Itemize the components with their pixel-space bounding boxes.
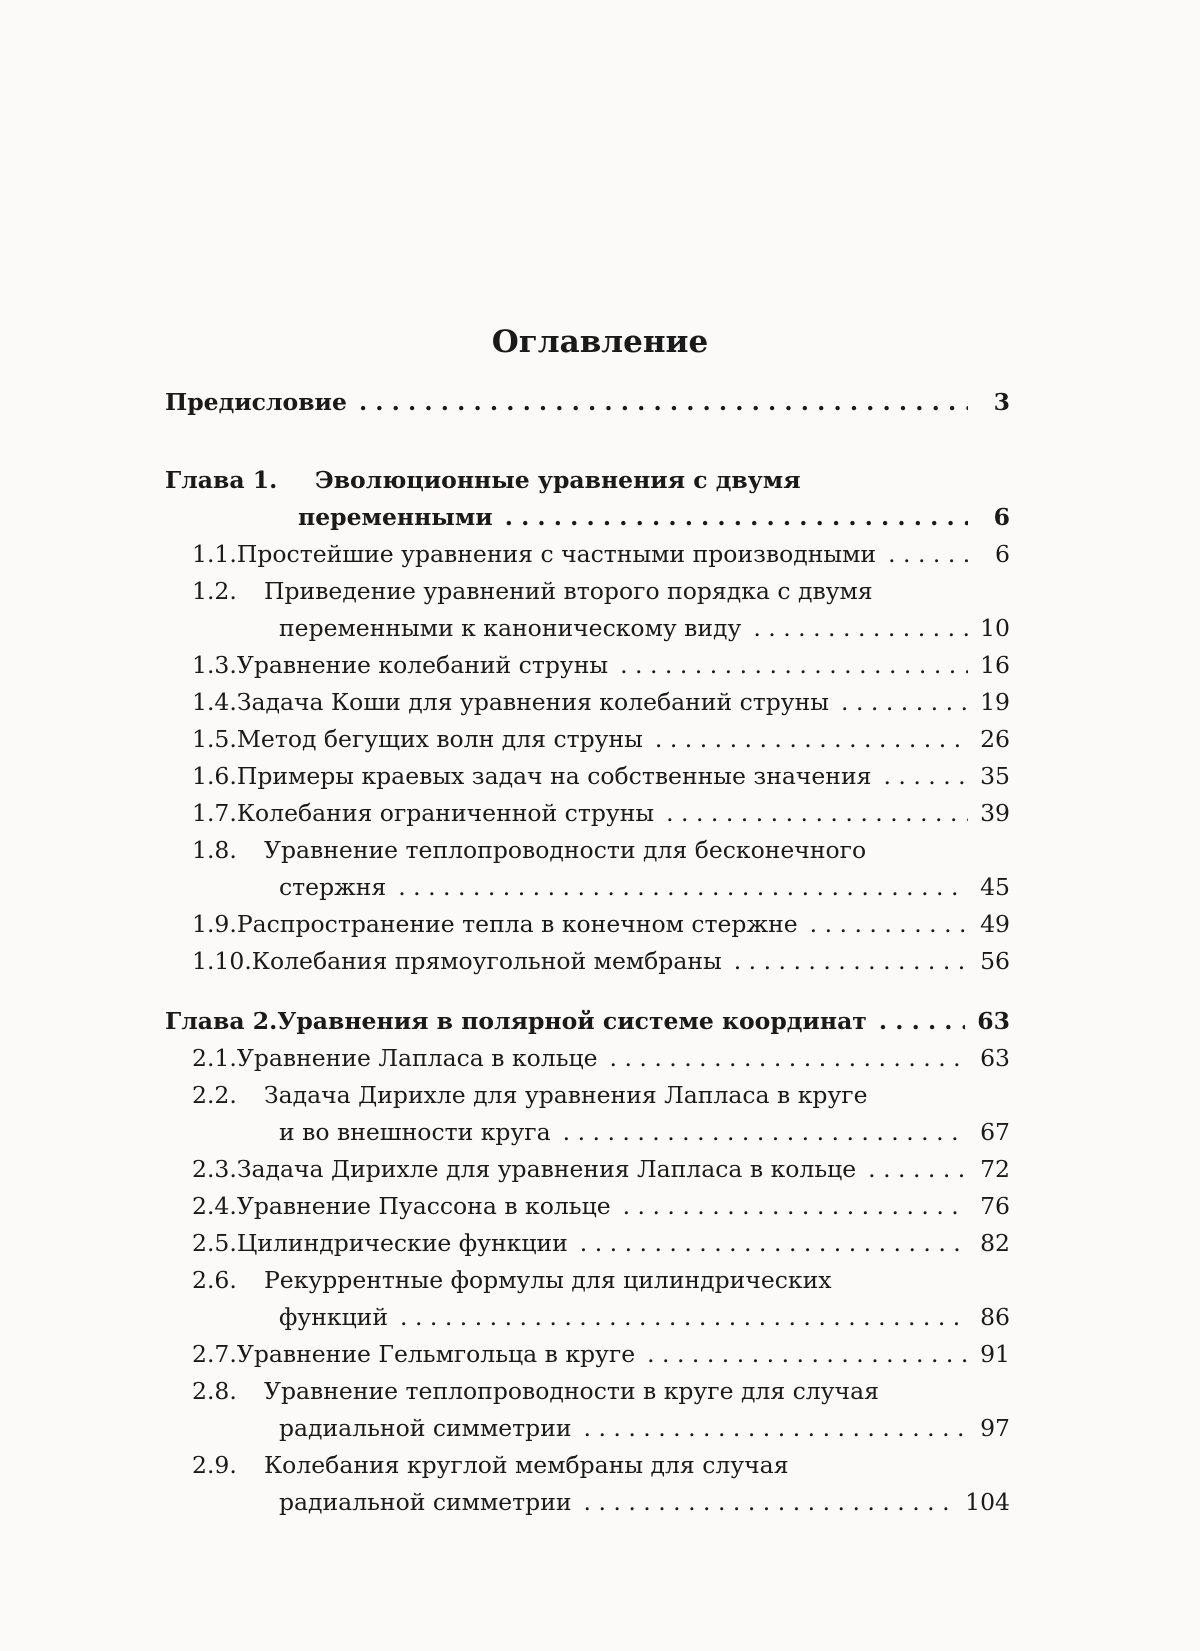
toc-page-number: 49 (980, 910, 1010, 938)
toc-page-number: 82 (980, 1229, 1010, 1257)
toc-section-2-9[interactable] (192, 1447, 1010, 1484)
toc-page-number: 72 (980, 1155, 1010, 1183)
toc-page-number: 6 (993, 503, 1010, 531)
section-number: 1.9. (192, 910, 237, 938)
leader-dots (398, 869, 968, 906)
leader-dots (400, 1299, 968, 1336)
leader-dots (655, 721, 968, 758)
section-number: 1.6. (192, 762, 237, 790)
leader-dots (584, 1484, 954, 1521)
leader-dots (888, 536, 968, 573)
leader-dots (623, 1188, 968, 1225)
toc-page-number: 6 (995, 540, 1010, 568)
toc-page-number: 10 (980, 614, 1010, 642)
toc-entry-text: Предисловие (165, 388, 347, 416)
toc-section-2-9-cont[interactable] (279, 1484, 1010, 1521)
toc-page-number: 35 (980, 762, 1010, 790)
leader-dots (584, 1410, 968, 1447)
section-text: Уравнение Лапласа в кольце (236, 1044, 598, 1072)
toc-section-2-1[interactable] (192, 1040, 1010, 1077)
section-number: 1.1. (192, 540, 237, 568)
toc-page-number: 39 (980, 799, 1010, 827)
toc-page-number: 45 (980, 873, 1010, 901)
section-text-line2: радиальной симметрии (279, 1414, 572, 1442)
section-number: 2.1. (192, 1044, 237, 1072)
section-number: 1.3. (192, 651, 237, 679)
leader-dots (868, 1151, 968, 1188)
toc-section-2-7[interactable] (192, 1336, 1010, 1373)
toc-entry-preface[interactable] (165, 384, 1010, 421)
toc-section-1-2[interactable] (192, 573, 1010, 610)
toc-section-1-4[interactable] (192, 684, 1010, 721)
leader-dots (647, 1336, 968, 1373)
toc-section-2-2[interactable] (192, 1077, 1010, 1114)
toc-page-number: 104 (965, 1488, 1010, 1516)
section-number: 2.8. (192, 1377, 237, 1405)
toc-page-number: 63 (980, 1044, 1010, 1072)
chapter-title-line2: переменными (298, 503, 493, 531)
toc-section-1-8-cont[interactable] (279, 869, 1010, 906)
section-text: Уравнение Пуассона в кольце (236, 1192, 611, 1220)
chapter-title: Уравнения в полярной системе координат (277, 1007, 867, 1035)
toc-section-1-5[interactable] (192, 721, 1010, 758)
chapter-title-line1: Эволюционные уравнения с двумя (315, 466, 801, 494)
leader-dots (841, 684, 968, 721)
section-number: 2.6. (192, 1266, 237, 1294)
toc-page-number: 3 (993, 388, 1010, 416)
toc-section-2-6[interactable] (192, 1262, 1010, 1299)
leader-dots (734, 943, 968, 980)
chapter-label: Глава 1. (165, 466, 278, 494)
toc-chapter-1-heading[interactable] (165, 462, 1010, 499)
leader-dots (879, 1003, 965, 1040)
leader-dots (883, 758, 968, 795)
toc-section-2-2-cont[interactable] (279, 1114, 1010, 1151)
toc-title: Оглавление (491, 324, 709, 360)
section-text: Уравнение колебаний струны (236, 651, 609, 679)
section-number: 1.4. (192, 688, 237, 716)
toc-page-number: 56 (980, 947, 1010, 975)
section-text: Простейшие уравнения с частными производными (236, 540, 877, 568)
section-number: 2.5. (192, 1229, 237, 1257)
section-number: 1.8. (192, 836, 237, 864)
toc-section-1-1[interactable] (192, 536, 1010, 573)
toc-section-1-2-cont[interactable] (279, 610, 1010, 647)
section-number: 2.2. (192, 1081, 237, 1109)
toc-section-1-10[interactable] (192, 943, 1010, 980)
section-text: Цилиндрические функции (236, 1229, 568, 1257)
section-text: Метод бегущих волн для струны (236, 725, 643, 753)
toc-section-1-9[interactable] (192, 906, 1010, 943)
toc-section-1-8[interactable] (192, 832, 1010, 869)
section-text-line2: функций (279, 1303, 389, 1331)
toc-chapter-2-heading[interactable] (165, 1003, 1010, 1040)
section-text: Задача Коши для уравнения колебаний струны (236, 688, 829, 716)
toc-section-2-3[interactable] (192, 1151, 1010, 1188)
leader-dots (505, 499, 968, 536)
leader-dots (359, 384, 968, 421)
section-text-line2: радиальной симметрии (279, 1488, 572, 1516)
leader-dots (610, 1040, 968, 1077)
section-number: 1.5. (192, 725, 237, 753)
leader-dots (620, 647, 968, 684)
toc-section-2-5[interactable] (192, 1225, 1010, 1262)
section-number: 2.9. (192, 1451, 237, 1479)
leader-dots (810, 906, 968, 943)
chapter-label: Глава 2. (165, 1007, 278, 1035)
section-number: 1.2. (192, 577, 237, 605)
section-text-line1: Колебания круглой мембраны для случая (264, 1451, 789, 1479)
section-text-line1: Уравнение теплопроводности в круге для случая (264, 1377, 879, 1405)
section-text: Примеры краевых задач на собственные значения (236, 762, 872, 790)
section-text-line2: стержня (279, 873, 387, 901)
toc-page-number: 67 (980, 1118, 1010, 1146)
leader-dots (580, 1225, 968, 1262)
toc-section-1-3[interactable] (192, 647, 1010, 684)
toc-page-number: 91 (980, 1340, 1010, 1368)
section-number: 1.7. (192, 799, 237, 827)
section-number: 2.7. (192, 1340, 237, 1368)
section-number: 1.10. (192, 947, 252, 975)
toc-section-1-7[interactable] (192, 795, 1010, 832)
section-text: Колебания прямоугольной мембраны (251, 947, 722, 975)
toc-page-number: 19 (980, 688, 1010, 716)
leader-dots (666, 795, 968, 832)
section-text-line1: Приведение уравнений второго порядка с двумя (264, 577, 873, 605)
section-number: 2.4. (192, 1192, 237, 1220)
toc-page-number: 63 (977, 1007, 1010, 1035)
section-text-line2: и во внешности круга (279, 1118, 551, 1146)
leader-dots (563, 1114, 968, 1151)
section-text: Уравнение Гельмгольца в круге (236, 1340, 636, 1368)
toc-page-number: 76 (980, 1192, 1010, 1220)
section-number: 2.3. (192, 1155, 237, 1183)
leader-dots (753, 610, 968, 647)
toc-section-2-6-cont[interactable] (279, 1299, 1010, 1336)
section-text-line1: Задача Дирихле для уравнения Лапласа в круге (264, 1081, 868, 1109)
section-text-line2: переменными к каноническому виду (279, 614, 742, 642)
toc-section-2-4[interactable] (192, 1188, 1010, 1225)
section-text: Колебания ограниченной струны (236, 799, 655, 827)
section-text-line1: Уравнение теплопроводности для бесконечного (264, 836, 867, 864)
section-text-line1: Рекуррентные формулы для цилиндрических (264, 1266, 832, 1294)
toc-page-number: 86 (980, 1303, 1010, 1331)
section-text: Задача Дирихле для уравнения Лапласа в кольце (236, 1155, 857, 1183)
toc-chapter-1-title-cont[interactable] (298, 499, 1010, 536)
toc-page-number: 16 (980, 651, 1010, 679)
toc-section-2-8-cont[interactable] (279, 1410, 1010, 1447)
toc-page-number: 26 (980, 725, 1010, 753)
toc-section-2-8[interactable] (192, 1373, 1010, 1410)
toc-section-1-6[interactable] (192, 758, 1010, 795)
section-text: Распространение тепла в конечном стержне (236, 910, 798, 938)
toc-page-number: 97 (980, 1414, 1010, 1442)
